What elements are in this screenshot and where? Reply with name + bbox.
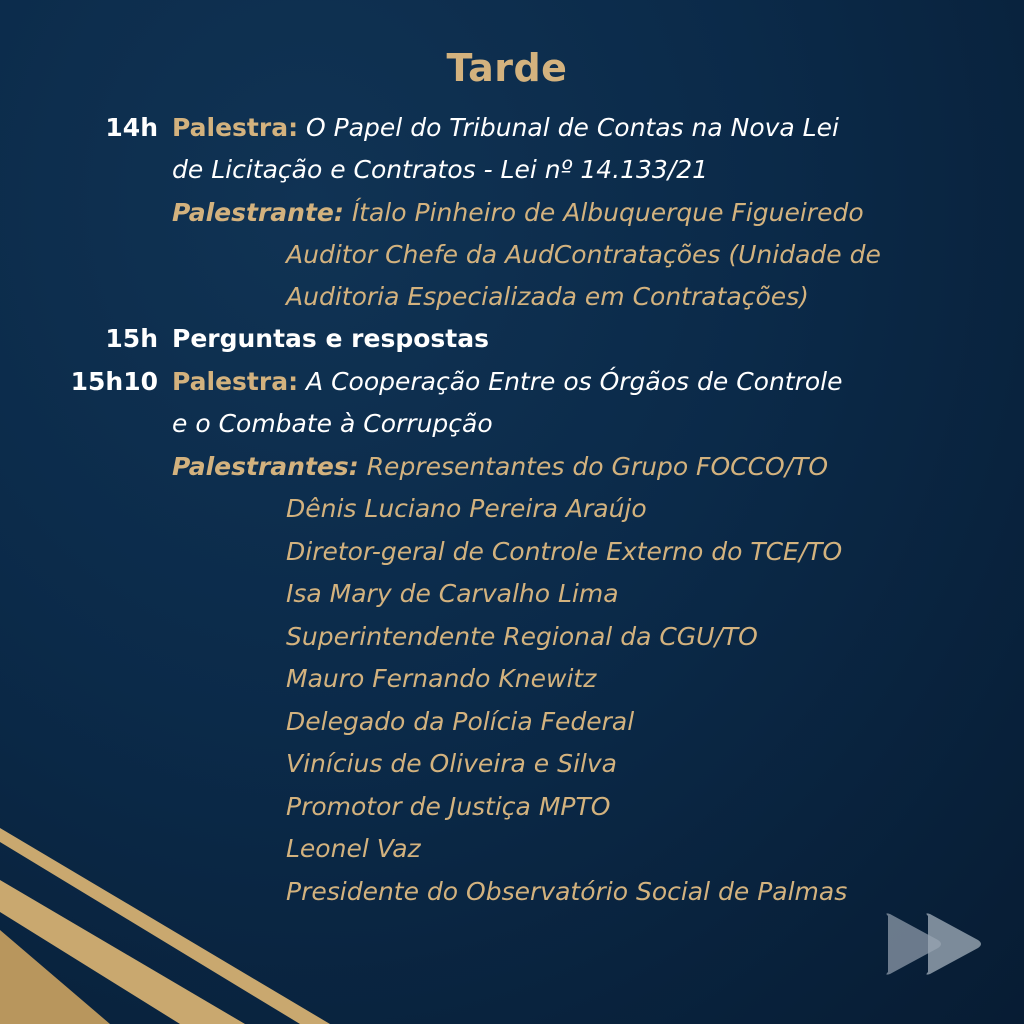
session-time: 14h bbox=[105, 113, 158, 142]
speaker-line bbox=[172, 198, 864, 228]
session-topic-line-2: de Licitação e Contratos - Lei nº 14.133/21 bbox=[172, 155, 709, 184]
speaker-role: Auditor Chefe da AudContratações (Unidade de bbox=[286, 240, 881, 269]
speaker-role: Promotor de Justiça MPTO bbox=[286, 792, 611, 821]
speaker-name: Mauro Fernando Knewitz bbox=[286, 664, 597, 693]
double-chevron-right-icon[interactable] bbox=[880, 908, 992, 980]
speaker-role: Superintendente Regional da CGU/TO bbox=[286, 622, 758, 651]
speaker-name: Ítalo Pinheiro de Albuquerque Figueiredo bbox=[351, 198, 864, 227]
session-topic-line bbox=[172, 113, 839, 143]
session-topic-line-2: e o Combate à Corrupção bbox=[172, 409, 493, 438]
speaker-line bbox=[172, 452, 828, 482]
speaker-name: Dênis Luciano Pereira Araújo bbox=[286, 494, 647, 523]
session-label: Palestra: bbox=[172, 113, 299, 142]
session-label: Palestra: bbox=[172, 367, 299, 396]
session-topic: A Cooperação Entre os Órgãos de Controle bbox=[306, 367, 843, 396]
speaker-label: Palestrantes: bbox=[172, 452, 359, 481]
speaker-name: Vinícius de Oliveira e Silva bbox=[286, 749, 617, 778]
session-topic-line bbox=[172, 367, 843, 397]
speaker-role: Diretor-geral de Controle Externo do TCE/TO bbox=[286, 537, 843, 566]
session-time: 15h10 bbox=[70, 367, 158, 396]
speaker-group: Representantes do Grupo FOCCO/TO bbox=[366, 452, 829, 481]
speaker-role: Delegado da Polícia Federal bbox=[286, 707, 635, 736]
session-topic: O Papel do Tribunal de Contas na Nova Lei bbox=[306, 113, 839, 142]
page-title: Tarde bbox=[446, 46, 568, 90]
speaker-label: Palestrante: bbox=[172, 198, 344, 227]
speaker-name: Leonel Vaz bbox=[286, 834, 421, 863]
speaker-role: Auditoria Especializada em Contratações) bbox=[286, 282, 809, 311]
speaker-role: Presidente do Observatório Social de Palmas bbox=[286, 877, 848, 906]
session-title: Perguntas e respostas bbox=[172, 324, 489, 353]
session-time: 15h bbox=[105, 324, 158, 353]
speaker-name: Isa Mary de Carvalho Lima bbox=[286, 579, 619, 608]
